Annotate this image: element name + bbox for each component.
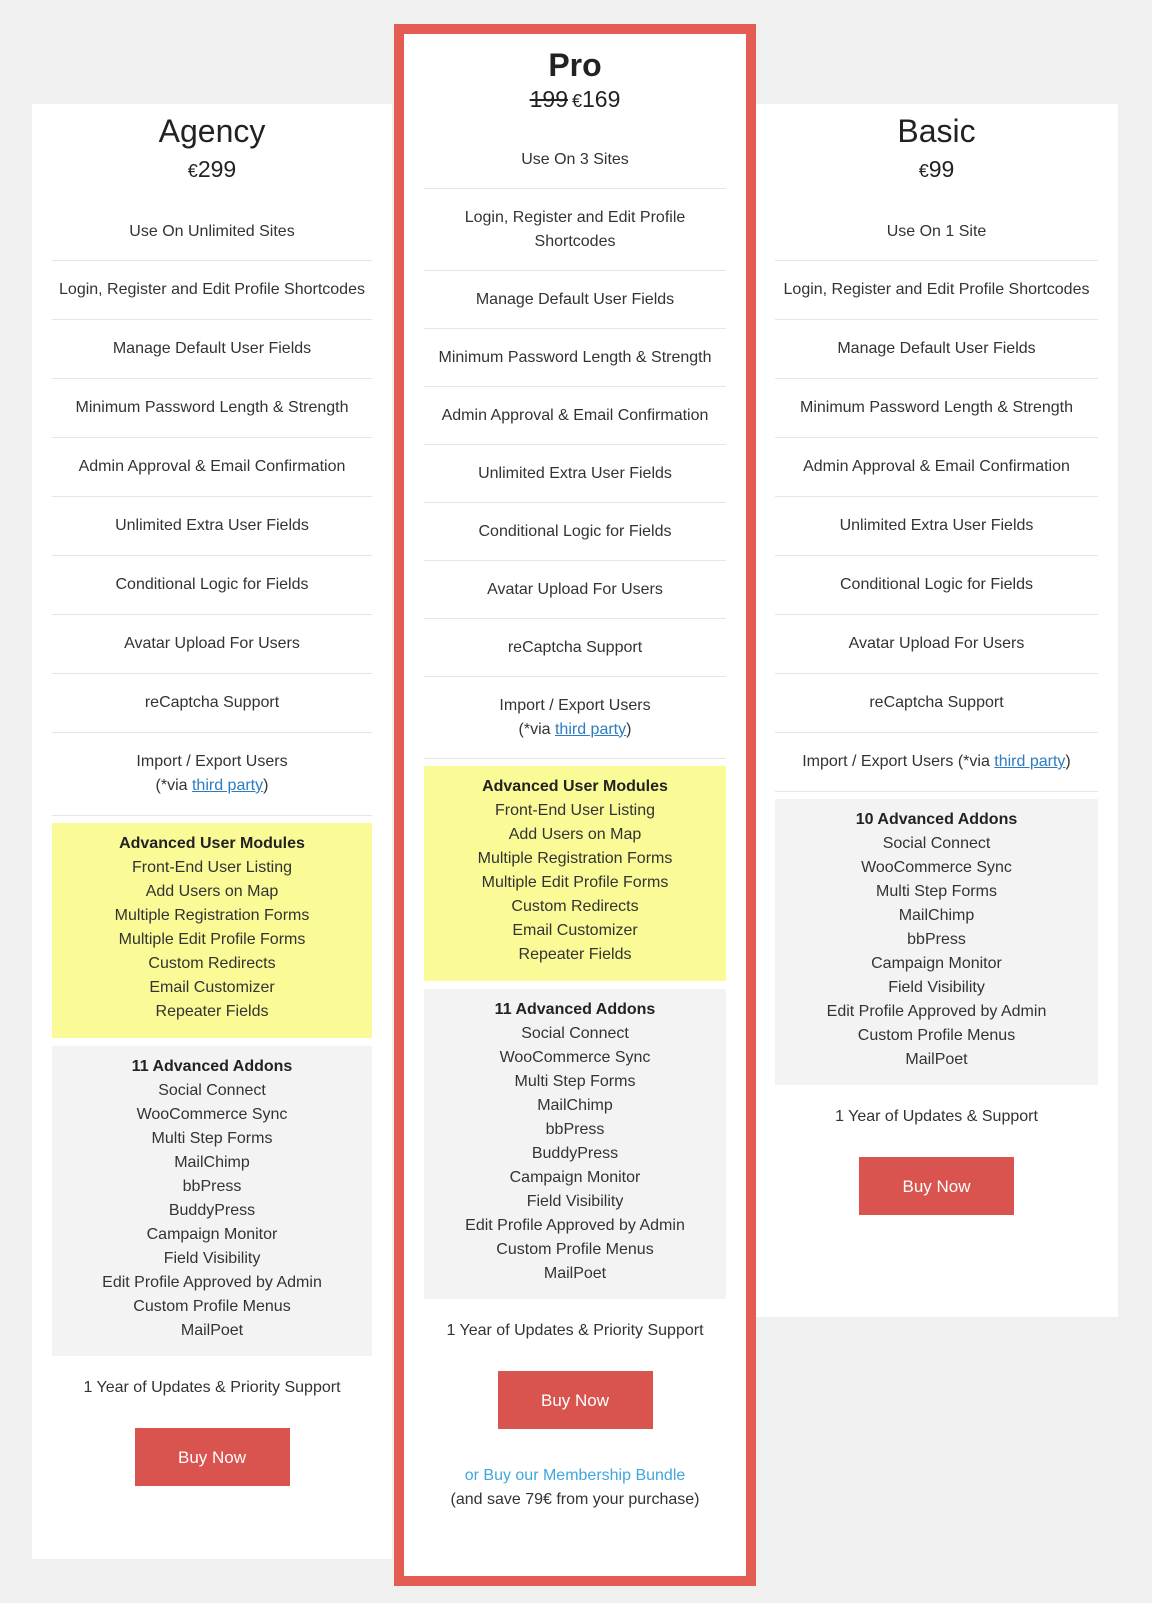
pricing-card-basic [755, 104, 1118, 1317]
feature-list [52, 203, 372, 816]
feature-item: Avatar Upload For Users [775, 615, 1098, 674]
plan-name: Agency [158, 113, 266, 149]
plan-name: Basic [897, 113, 976, 149]
feature-item: Login, Register and Edit Profile Shortcodes [424, 189, 726, 271]
feature-item: Manage Default User Fields [52, 320, 372, 379]
plan-price: 199 €169 [529, 86, 621, 112]
support-text: 1 Year of Updates & Priority Support [83, 1379, 341, 1396]
feature-item: Minimum Password Length & Strength [52, 379, 372, 438]
membership-bundle-link[interactable]: or Buy our Membership Bundle [464, 1467, 686, 1484]
feature-item: Login, Register and Edit Profile Shortcodes [775, 261, 1098, 320]
feature-item: Conditional Logic for Fields [424, 503, 726, 561]
feature-item: reCaptcha Support [52, 674, 372, 733]
feature-item: Admin Approval & Email Confirmation [775, 438, 1098, 497]
feature-item: Admin Approval & Email Confirmation [424, 387, 726, 445]
feature-item-import: Import / Export Users (*via third party) [775, 733, 1098, 792]
pricing-card-pro [394, 24, 756, 1586]
feature-item: Avatar Upload For Users [52, 615, 372, 674]
advanced-modules-box: Advanced User Modules Front-End User Listing Add Users on Map Multiple Registration Forms Multiple Edit Profile Forms Custom Redirects Email Customizer Repeater Fields [424, 766, 726, 981]
feature-list [424, 131, 726, 759]
feature-item: Manage Default User Fields [424, 271, 726, 329]
feature-item: reCaptcha Support [775, 674, 1098, 733]
feature-item: Avatar Upload For Users [424, 561, 726, 619]
third-party-link[interactable]: third party [191, 777, 264, 794]
third-party-link[interactable]: third party [554, 720, 627, 738]
feature-item: Use On 1 Site [775, 203, 1098, 261]
feature-item: Login, Register and Edit Profile Shortcodes [52, 261, 372, 320]
support-text: 1 Year of Updates & Support [835, 1108, 1038, 1125]
feature-item: Minimum Password Length & Strength [775, 379, 1098, 438]
old-price: 199 [529, 86, 568, 112]
feature-item: Unlimited Extra User Fields [775, 497, 1098, 556]
feature-item: Conditional Logic for Fields [775, 556, 1098, 615]
feature-item: Unlimited Extra User Fields [424, 445, 726, 503]
buy-now-button[interactable]: Buy Now [135, 1428, 290, 1486]
buy-now-button[interactable]: Buy Now [859, 1157, 1014, 1215]
feature-item: Use On 3 Sites [424, 131, 726, 189]
plan-price: €299 [187, 156, 237, 182]
third-party-link[interactable]: third party [994, 753, 1066, 770]
advanced-modules-box: Advanced User Modules Front-End User Listing Add Users on Map Multiple Registration Forms Multiple Edit Profile Forms Custom Redirects Email Customizer Repeater Fields [52, 823, 372, 1038]
bundle-savings-note: (and save 79€ from your purchase) [450, 1491, 700, 1508]
buy-now-button[interactable]: Buy Now [498, 1371, 653, 1429]
feature-item: Unlimited Extra User Fields [52, 497, 372, 556]
feature-item: Manage Default User Fields [775, 320, 1098, 379]
pricing-card-agency [32, 104, 392, 1559]
advanced-addons-box: 11 Advanced Addons Social Connect WooCommerce Sync Multi Step Forms MailChimp bbPress BuddyPress Campaign Monitor Field Visibility Edit Profile Approved by Admin Custom Profile Menus MailPoet [52, 1046, 372, 1356]
feature-item: Conditional Logic for Fields [52, 556, 372, 615]
feature-item: Use On Unlimited Sites [52, 203, 372, 261]
bundle-offer [424, 1464, 726, 1512]
feature-item: Minimum Password Length & Strength [424, 329, 726, 387]
plan-price: €99 [918, 156, 955, 182]
feature-item: reCaptcha Support [424, 619, 726, 677]
feature-list [775, 203, 1098, 792]
advanced-addons-box: 11 Advanced Addons Social Connect WooCommerce Sync Multi Step Forms MailChimp bbPress BuddyPress Campaign Monitor Field Visibility Edit Profile Approved by Admin Custom Profile Menus MailPoet [424, 989, 726, 1299]
advanced-addons-box: 10 Advanced Addons Social Connect WooCommerce Sync Multi Step Forms MailChimp bbPress Campaign Monitor Field Visibility Edit Profile Approved by Admin Custom Profile Menus MailPoet [775, 799, 1098, 1085]
feature-item: Admin Approval & Email Confirmation [52, 438, 372, 497]
support-text: 1 Year of Updates & Priority Support [446, 1322, 704, 1339]
feature-item-import: Import / Export Users (*via third party) [424, 677, 726, 759]
plan-name: Pro [548, 47, 602, 83]
feature-item-import: Import / Export Users (*via third party) [52, 733, 372, 816]
